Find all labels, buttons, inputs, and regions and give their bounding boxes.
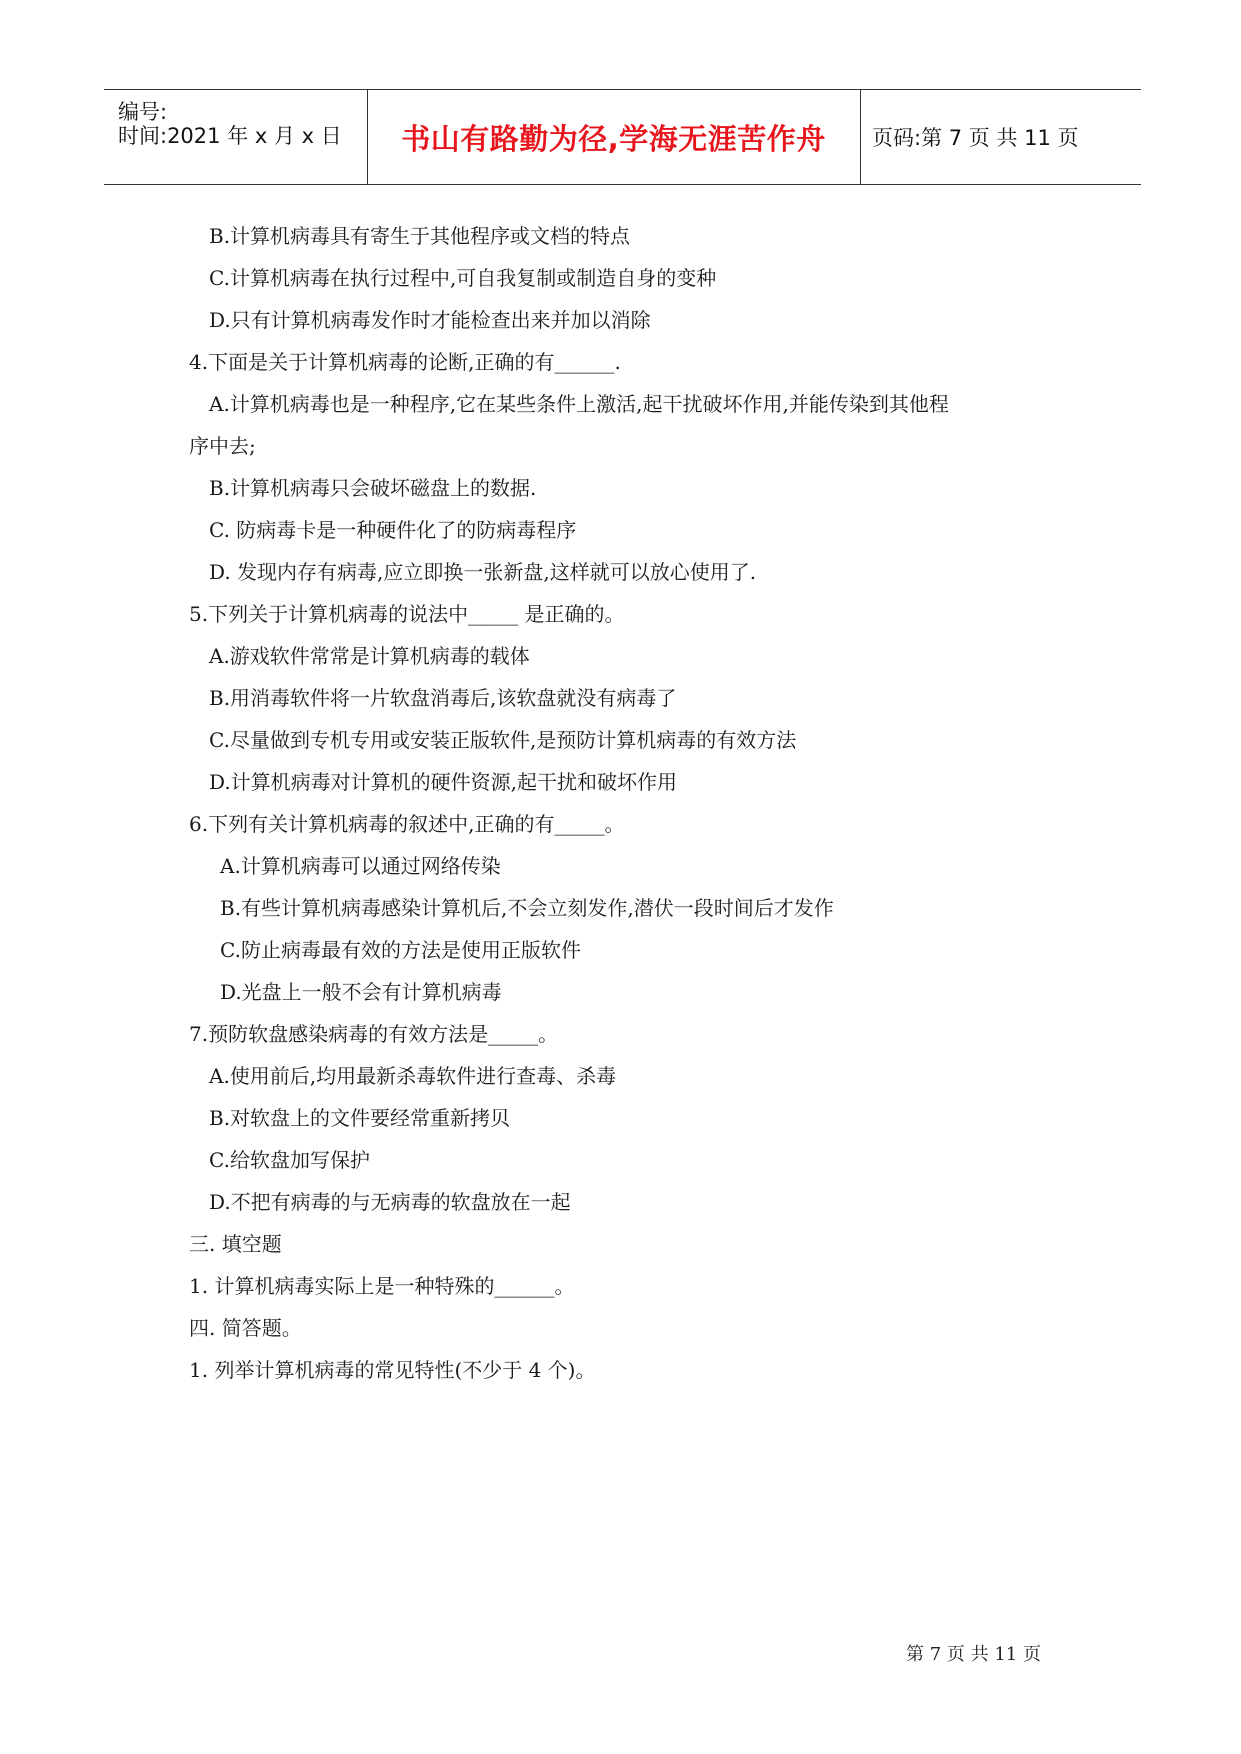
- option-line-continued: 序中去;: [189, 434, 256, 458]
- option-line: C.防止病毒最有效的方法是使用正版软件: [220, 938, 581, 962]
- option-line: C.计算机病毒在执行过程中,可自我复制或制造自身的变种: [209, 266, 717, 290]
- header-motto: 书山有路勤为径,学海无涯苦作舟: [401, 121, 826, 156]
- header-page-code: 页码:第 7 页 共 11 页: [872, 126, 1079, 150]
- header-motto-cell: [367, 90, 861, 184]
- option-line: B.对软盘上的文件要经常重新拷贝: [209, 1106, 511, 1130]
- page-header: [104, 89, 1141, 185]
- question-line: 6.下列有关计算机病毒的叙述中,正确的有_____。: [189, 812, 625, 836]
- question-line: 1. 计算机病毒实际上是一种特殊的______。: [189, 1274, 575, 1298]
- option-line: A.游戏软件常常是计算机病毒的载体: [209, 644, 530, 668]
- option-line: C.给软盘加写保护: [209, 1148, 370, 1172]
- section-heading: 四. 简答题。: [189, 1316, 302, 1340]
- option-line: A.计算机病毒可以通过网络传染: [220, 854, 501, 878]
- option-line: B.计算机病毒只会破坏磁盘上的数据.: [209, 476, 537, 500]
- question-line: 4.下面是关于计算机病毒的论断,正确的有______.: [189, 350, 621, 374]
- option-line: D.光盘上一般不会有计算机病毒: [220, 980, 502, 1004]
- document-time-label: 时间:2021 年 x 月 x 日: [118, 124, 342, 148]
- section-heading: 三. 填空题: [189, 1232, 282, 1256]
- option-line: D.不把有病毒的与无病毒的软盘放在一起: [209, 1190, 571, 1214]
- question-line: 7.预防软盘感染病毒的有效方法是_____。: [189, 1022, 559, 1046]
- question-line: 1. 列举计算机病毒的常见特性(不少于 4 个)。: [189, 1358, 596, 1382]
- option-line: D.只有计算机病毒发作时才能检查出来并加以消除: [209, 308, 651, 332]
- option-line: B.有些计算机病毒感染计算机后,不会立刻发作,潜伏一段时间后才发作: [220, 896, 834, 920]
- option-line: C. 防病毒卡是一种硬件化了的防病毒程序: [209, 518, 577, 542]
- option-line: D.计算机病毒对计算机的硬件资源,起干扰和破坏作用: [209, 770, 678, 794]
- option-line: D. 发现内存有病毒,应立即换一张新盘,这样就可以放心使用了.: [209, 560, 757, 584]
- option-line: A.计算机病毒也是一种程序,它在某些条件上激活,起干扰破坏作用,并能传染到其他程: [209, 392, 949, 416]
- page-footer: 第 7 页 共 11 页: [906, 1644, 1041, 1665]
- header-meta-cell: [104, 90, 368, 184]
- option-line: B.计算机病毒具有寄生于其他程序或文档的特点: [209, 224, 631, 248]
- option-line: C.尽量做到专机专用或安装正版软件,是预防计算机病毒的有效方法: [209, 728, 797, 752]
- option-line: A.使用前后,均用最新杀毒软件进行查毒、杀毒: [209, 1064, 617, 1088]
- document-number-label: 编号:: [118, 100, 168, 124]
- option-line: B.用消毒软件将一片软盘消毒后,该软盘就没有病毒了: [209, 686, 677, 710]
- header-page-cell: [860, 90, 1141, 184]
- question-line: 5.下列关于计算机病毒的说法中_____ 是正确的。: [189, 602, 625, 626]
